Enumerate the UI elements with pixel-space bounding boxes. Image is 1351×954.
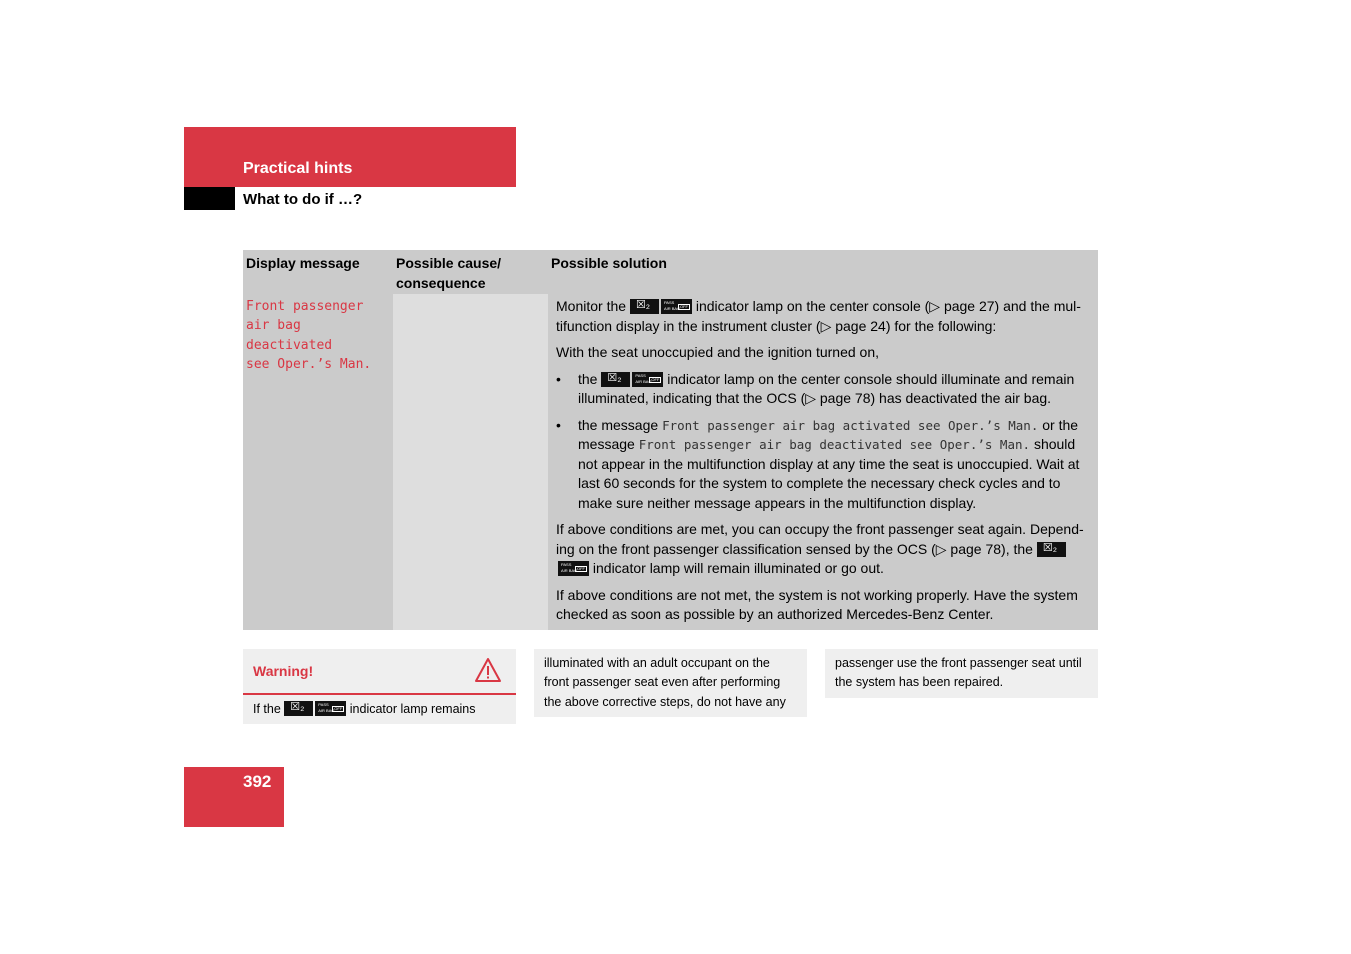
- solution-paragraph: [556, 520, 1094, 579]
- warning-continued-col2: illuminated with an adult occupant on the front passenger seat even after performing the above corrective steps, do not have any: [534, 649, 807, 717]
- seat-occupied-icon: ☒₂: [1037, 542, 1066, 557]
- display-message-line: see Oper.’s Man.: [246, 356, 372, 372]
- section-title: Practical hints: [243, 160, 353, 177]
- display-message-cell: [243, 294, 393, 630]
- list-item: [556, 416, 1094, 514]
- warning-title: Warning!: [253, 663, 314, 679]
- solution-text: the: [578, 370, 598, 387]
- subsection-title: What to do if …?: [243, 191, 363, 208]
- header-red-bar: [184, 127, 516, 187]
- header-display-message: Display message: [246, 255, 360, 271]
- table-header-row: [243, 250, 1098, 294]
- solution-text: indicator lamp will remain illuminated or go out.: [592, 560, 884, 576]
- solution-paragraph: With the seat unoccupied and the ignition turned on,: [556, 344, 879, 360]
- warning-body: [243, 695, 516, 724]
- solution-text: should not appear in the multifunction display at any time the seat is unoccupied. Wait at last 60 seconds for the system to complete the necessary check cycles and to make sure neither message appears in the multifunction display.: [578, 436, 1080, 511]
- header-possible-cause: Possible cause/ consequence: [396, 255, 502, 291]
- display-message-line: Front passenger: [246, 299, 364, 314]
- bullet: •: [556, 416, 561, 433]
- pass-air-bag-off-icon: PASS AIR BAG OFF: [661, 299, 692, 314]
- seat-occupied-icon: ☒₂: [630, 299, 659, 314]
- header-possible-solution: Possible solution: [551, 255, 667, 271]
- seat-occupied-icon: ☒₂: [601, 372, 630, 387]
- warning-box: [243, 649, 516, 724]
- display-message-text: Front passenger air bag deactivated see Oper.’s Man.: [638, 437, 1031, 452]
- table-row: [243, 294, 1098, 630]
- warning-text: indicator lamp remains: [349, 702, 476, 716]
- possible-cause-cell: [393, 294, 548, 630]
- display-message-line: deactivated: [246, 337, 333, 353]
- pass-air-bag-off-icon: PASS AIR BAG OFF: [315, 701, 346, 716]
- warning-continued-col3: passenger use the front passenger seat until the system has been repaired.: [825, 649, 1098, 698]
- solution-text: or the message: [578, 416, 1079, 452]
- solution-list: [556, 370, 1094, 514]
- warning-text: If the: [253, 702, 281, 716]
- list-item: [556, 370, 1094, 409]
- seat-occupied-icon: ☒₂: [284, 701, 313, 716]
- solution-text: If above conditions are met, you can occupy the front passenger seat again. Depend-ing on the front passenger classification sensed by the OCS (▷ page 78), the: [556, 521, 1084, 557]
- pass-air-bag-off-icon: PASS AIR BAG OFF: [632, 372, 663, 387]
- header-black-tab: [184, 187, 235, 210]
- display-message-text: Front passenger air bag activated see Oper.’s Man.: [662, 417, 1039, 433]
- solution-text: indicator lamp on the center console should illuminate and remain illuminated, indicating that the OCS (▷ page 78) has deactivated the air bag.: [578, 370, 1075, 406]
- warning-header: [243, 649, 516, 695]
- page-number: 392: [243, 772, 272, 791]
- solution-text: the message: [578, 416, 659, 433]
- possible-solution-cell: [548, 294, 1098, 630]
- display-message-line: air bag: [246, 318, 301, 334]
- bullet: •: [556, 370, 561, 387]
- warning-triangle-icon: [474, 657, 502, 683]
- pass-air-bag-off-icon: PASS AIR BAG OFF: [558, 561, 589, 576]
- troubleshooting-table: [243, 250, 1098, 630]
- solution-text: Monitor the: [556, 298, 627, 314]
- solution-paragraph: [556, 297, 1094, 336]
- solution-text: indicator lamp on the center console (▷ page 27) and the mul-tifunction display in the instrument cluster (▷ page 24) for the following:: [556, 298, 1081, 334]
- solution-paragraph: If above conditions are not met, the system is not working properly. Have the system checked as soon as possible by an authorized Mercedes-Benz Center.: [556, 586, 1078, 622]
